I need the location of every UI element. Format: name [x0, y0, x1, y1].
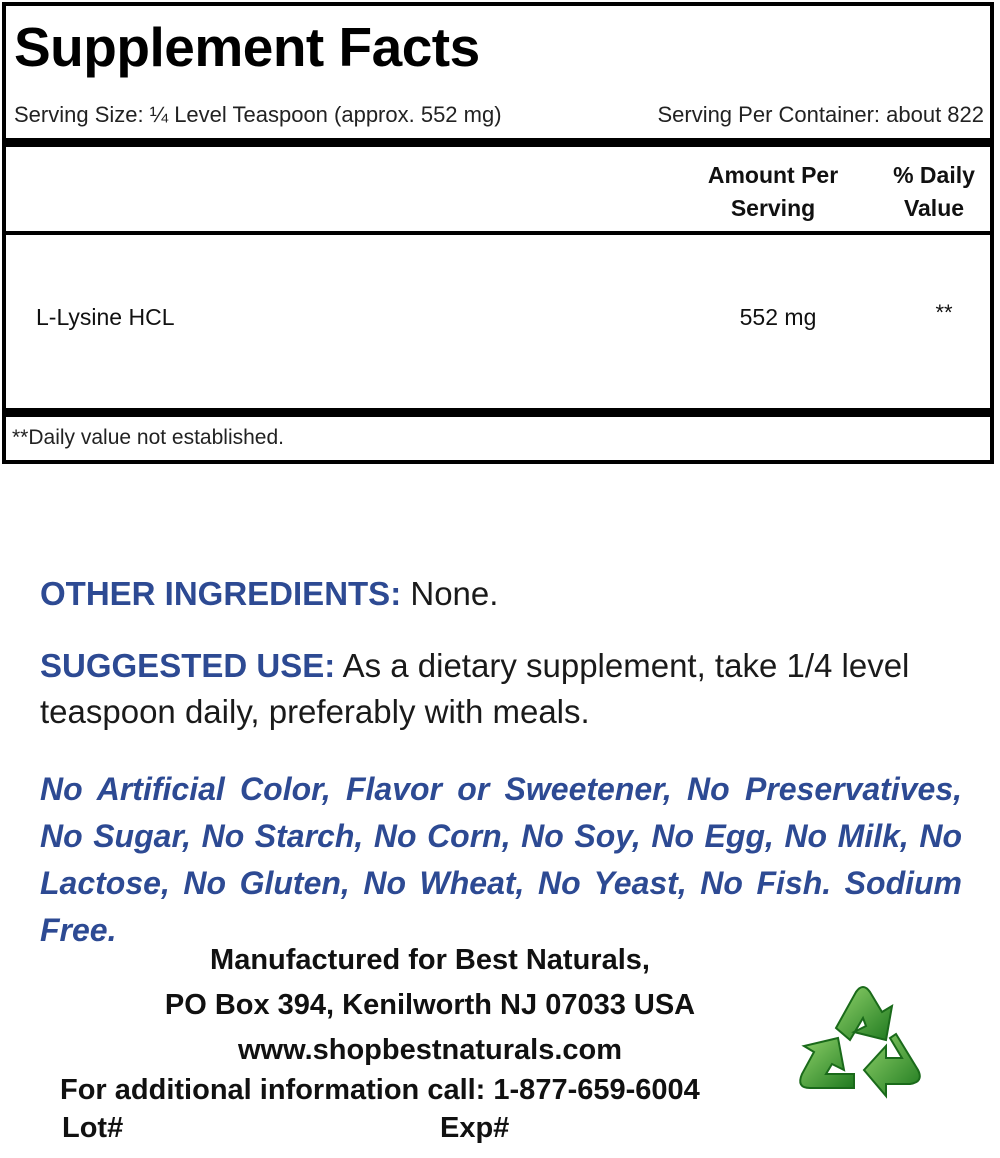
servings-per-container: Serving Per Container: about 822 — [657, 102, 984, 127]
serving-size: Serving Size: ¼ Level Teaspoon (approx. 552 mg) — [14, 102, 502, 127]
facts-title: Supplement Facts — [14, 16, 480, 78]
divider-thick-bottom — [6, 408, 990, 417]
column-header-amount: Amount Per Serving — [707, 162, 839, 221]
free-from-statement: No Artificial Color, Flavor or Sweetener, No Preservatives, No Sugar, No Starch, No Corn, No Soy, No Egg, No Milk, No Lactose, No Gluten, No Wheat, No Yeast, No Fish. Sodium Free. — [40, 771, 962, 948]
recycle-arrow-left — [800, 1038, 854, 1088]
recycle-icon — [778, 970, 948, 1120]
recycle-arrow-top — [836, 987, 892, 1040]
divider-thick — [6, 138, 990, 147]
column-header-daily-value: % Daily Value — [893, 162, 975, 221]
manufacturer-website: www.shopbestnaturals.com — [237, 1034, 623, 1066]
other-ingredients — [40, 571, 970, 617]
other-ingredients-label: OTHER INGREDIENTS: — [40, 575, 402, 612]
lot-label: Lot# — [62, 1112, 124, 1144]
supplement-facts-panel — [2, 2, 994, 464]
suggested-use-label: SUGGESTED USE: — [40, 647, 336, 684]
manufacturer-address: PO Box 394, Kenilworth NJ 07033 USA — [164, 989, 696, 1021]
ingredient-daily-value: ** — [935, 300, 953, 325]
recycle-arrow-right — [864, 1034, 920, 1096]
divider-thin — [6, 231, 990, 235]
suggested-use — [40, 643, 970, 735]
footnote: **Daily value not established. — [12, 426, 284, 449]
ingredient-name: L-Lysine HCL — [36, 304, 175, 330]
suggested-use-text: As a dietary supplement, take 1/4 level teaspoon daily, preferably with meals. — [40, 647, 910, 730]
exp-label: Exp# — [440, 1112, 510, 1144]
other-ingredients-text: None. — [401, 575, 499, 612]
manufacturer-phone: For additional information call: 1-877-659-6004 — [60, 1074, 700, 1106]
ingredient-amount: 552 mg — [739, 304, 817, 330]
manufacturer-line: Manufactured for Best Naturals, — [210, 944, 650, 976]
